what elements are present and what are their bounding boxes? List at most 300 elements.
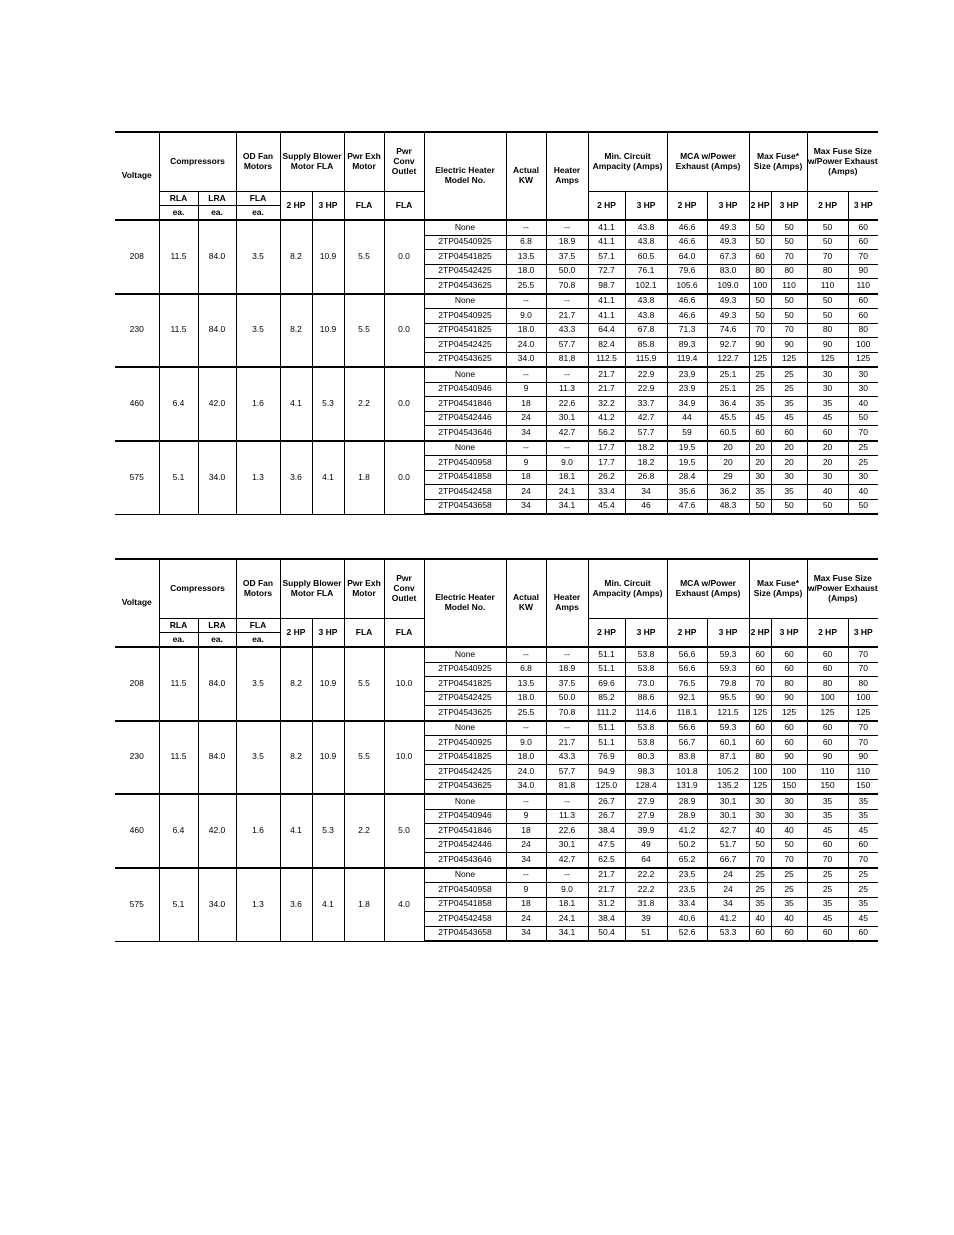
table-cell: 30.1 [546, 411, 588, 426]
electrical-data-table-2 [115, 558, 878, 942]
table-cell: 80 [749, 750, 771, 765]
table-cell: -- [506, 294, 546, 309]
heater-model-cell: None [424, 721, 506, 736]
table-cell: 29 [707, 470, 749, 485]
group-cell: 10.9 [312, 294, 344, 368]
voltage-header: Voltage [115, 559, 159, 647]
table-cell: 36.2 [707, 485, 749, 500]
table-cell: 40 [749, 912, 771, 927]
table-cell: 11.3 [546, 382, 588, 397]
table-cell: 40 [749, 824, 771, 839]
table-cell: 56.6 [667, 647, 707, 662]
table-cell: 60 [848, 838, 878, 853]
table-cell: 81.8 [546, 352, 588, 367]
table-cell: 22.9 [625, 367, 667, 382]
table-cell: 47.5 [588, 838, 625, 853]
table-row [115, 794, 878, 809]
table-cell: 30 [771, 470, 807, 485]
voltage-cell: 460 [115, 367, 159, 441]
table-cell: 20 [807, 456, 848, 471]
table-cell: 43.3 [546, 750, 588, 765]
table-cell: 83.8 [667, 750, 707, 765]
table-cell: 24 [506, 485, 546, 500]
table-cell: 45 [749, 411, 771, 426]
group-cell: 84.0 [198, 721, 236, 795]
table-cell: 70.8 [546, 279, 588, 294]
table-cell: 37.5 [546, 250, 588, 265]
table-header [115, 559, 878, 647]
group-cell: 11.5 [159, 647, 198, 721]
voltage-cell: 208 [115, 220, 159, 294]
table-cell: 125 [771, 352, 807, 367]
table-cell: 53.8 [625, 662, 667, 677]
table-cell: -- [506, 647, 546, 662]
pwr-exh-motor-header: Pwr Exh Motor [344, 132, 384, 192]
heater-model-cell: 2TP04543646 [424, 426, 506, 441]
table-cell: 125 [749, 706, 771, 721]
compressors-header: Compressors [159, 559, 236, 619]
mca-power-header: MCA w/Power Exhaust (Amps) [667, 132, 749, 192]
table-cell: 18.2 [625, 441, 667, 456]
table-cell: 41.1 [588, 309, 625, 324]
table-cell: 43.8 [625, 235, 667, 250]
heater-model-cell: 2TP04540946 [424, 382, 506, 397]
min-circuit-3hp-header: 3 HP [625, 619, 667, 648]
table-cell: 35.6 [667, 485, 707, 500]
table-cell: 39 [625, 912, 667, 927]
table-cell: -- [506, 220, 546, 235]
heater-model-cell: 2TP04540958 [424, 456, 506, 471]
table-cell: 60.5 [625, 250, 667, 265]
table-cell: 59 [667, 426, 707, 441]
heater-model-cell: 2TP04541825 [424, 750, 506, 765]
table-cell: 35 [749, 897, 771, 912]
fla-header: FLA [236, 619, 280, 633]
table-cell: 24 [707, 868, 749, 883]
table-cell: 25 [848, 441, 878, 456]
table-cell: 100 [848, 691, 878, 706]
table-cell: 35 [807, 397, 848, 412]
pwr-exh-fla-header: FLA [344, 192, 384, 221]
table-row [115, 721, 878, 736]
table-cell: 90 [771, 691, 807, 706]
table-cell: 90 [807, 750, 848, 765]
max-fuse-power-header: Max Fuse Size w/Power Exhaust (Amps) [807, 132, 878, 192]
table-cell: 109.0 [707, 279, 749, 294]
table-cell: 59.3 [707, 647, 749, 662]
table-cell: 50 [749, 838, 771, 853]
group-cell: 84.0 [198, 220, 236, 294]
heater-model-cell: 2TP04543658 [424, 926, 506, 941]
table-cell: 43.8 [625, 294, 667, 309]
table-cell: 9 [506, 456, 546, 471]
table-cell: 125 [749, 779, 771, 794]
pwr-conv-outlet-header: Pwr Conv Outlet [384, 132, 424, 192]
table-cell: 34 [506, 853, 546, 868]
table-cell: 131.9 [667, 779, 707, 794]
table-cell: 53.8 [625, 647, 667, 662]
table-cell: 56.7 [667, 736, 707, 751]
table-cell: 21.7 [546, 309, 588, 324]
heater-model-cell: 2TP04540925 [424, 235, 506, 250]
group-cell: 5.1 [159, 441, 198, 515]
table-cell: 50 [771, 838, 807, 853]
table-cell: 18.9 [546, 235, 588, 250]
heater-model-cell: 2TP04541846 [424, 397, 506, 412]
table-cell: 25 [807, 883, 848, 898]
table-cell: 125 [749, 352, 771, 367]
heater-model-cell: 2TP04542458 [424, 912, 506, 927]
table-cell: 35 [749, 397, 771, 412]
table-cell: 22.2 [625, 883, 667, 898]
heater-model-cell: 2TP04542425 [424, 264, 506, 279]
table-cell: 34 [506, 426, 546, 441]
table-cell: 110 [848, 279, 878, 294]
table-cell: 150 [807, 779, 848, 794]
table-cell: 82.4 [588, 338, 625, 353]
table-cell: 59.3 [707, 721, 749, 736]
table-cell: 30 [749, 809, 771, 824]
group-cell: 3.6 [280, 868, 312, 942]
table-cell: 30.1 [707, 809, 749, 824]
table-cell: 25 [848, 456, 878, 471]
table-cell: 41.1 [588, 220, 625, 235]
table-cell: 45 [807, 824, 848, 839]
table-cell: 45.5 [707, 411, 749, 426]
table-cell: 92.7 [707, 338, 749, 353]
group-cell: 5.0 [384, 794, 424, 868]
min-circuit-header: Min. Circuit Ampacity (Amps) [588, 132, 667, 192]
table-cell: 48.3 [707, 499, 749, 514]
table-cell: -- [546, 868, 588, 883]
table-cell: 125 [848, 352, 878, 367]
table-cell: 11.3 [546, 809, 588, 824]
group-cell: 10.0 [384, 647, 424, 721]
table-cell: 27.9 [625, 794, 667, 809]
table-cell: 18 [506, 397, 546, 412]
table-cell: 80.3 [625, 750, 667, 765]
table-cell: 60 [771, 647, 807, 662]
voltage-cell: 575 [115, 441, 159, 515]
table-cell: 41.2 [707, 912, 749, 927]
heater-model-cell: 2TP04543658 [424, 499, 506, 514]
table-cell: 101.8 [667, 765, 707, 780]
max-fuse-3hp-header: 3 HP [771, 619, 807, 648]
table-cell: 85.2 [588, 691, 625, 706]
supply-3hp-header: 3 HP [312, 192, 344, 221]
pwr-conv-outlet-header: Pwr Conv Outlet [384, 559, 424, 619]
electric-heater-header: Electric Heater Model No. [424, 559, 506, 647]
electrical-data-table-1 [115, 131, 878, 515]
table-cell: 26.8 [625, 470, 667, 485]
table-cell: 25 [749, 367, 771, 382]
group-cell: 1.8 [344, 441, 384, 515]
table-cell: 35 [807, 897, 848, 912]
table-cell: 80 [807, 677, 848, 692]
table-cell: 9 [506, 883, 546, 898]
table-cell: 60 [771, 926, 807, 941]
table-cell: 24 [506, 912, 546, 927]
table-cell: 50 [771, 294, 807, 309]
heater-model-cell: None [424, 441, 506, 456]
group-cell: 0.0 [384, 367, 424, 441]
heater-model-cell: 2TP04541858 [424, 897, 506, 912]
table-cell: 90 [807, 338, 848, 353]
table-cell: 30 [848, 470, 878, 485]
table-cell: 70.8 [546, 706, 588, 721]
max-fuse-2hp-header: 2 HP [749, 619, 771, 648]
table-cell: 50 [771, 235, 807, 250]
table-cell: 20 [749, 456, 771, 471]
table-cell: 50 [807, 309, 848, 324]
pwr-exh-fla-header: FLA [344, 619, 384, 648]
table-cell: 90 [848, 264, 878, 279]
table-cell: 70 [848, 647, 878, 662]
table-cell: 56.6 [667, 662, 707, 677]
table-cell: 70 [848, 250, 878, 265]
table-cell: 118.1 [667, 706, 707, 721]
group-cell: 3.5 [236, 721, 280, 795]
group-cell: 1.6 [236, 794, 280, 868]
table-cell: 30 [807, 470, 848, 485]
table-cell: 46.6 [667, 294, 707, 309]
table-cell: 70 [749, 323, 771, 338]
mca-power-header: MCA w/Power Exhaust (Amps) [667, 559, 749, 619]
table-cell: 56.6 [667, 721, 707, 736]
table-header [115, 132, 878, 220]
group-cell: 1.3 [236, 868, 280, 942]
min-circuit-2hp-header: 2 HP [588, 192, 625, 221]
table-cell: 25.1 [707, 382, 749, 397]
table-cell: 25 [749, 883, 771, 898]
table-cell: 60 [807, 926, 848, 941]
table-cell: 27.9 [625, 809, 667, 824]
table-cell: 19.5 [667, 456, 707, 471]
table-cell: 9.0 [546, 883, 588, 898]
table-cell: 110 [771, 279, 807, 294]
group-cell: 5.3 [312, 794, 344, 868]
table-cell: 18 [506, 824, 546, 839]
table-cell: 30 [771, 809, 807, 824]
table-cell: 41.2 [667, 824, 707, 839]
table-cell: 34.0 [506, 352, 546, 367]
od-fan-motors-header: OD Fan Motors [236, 559, 280, 619]
table-cell: 18.0 [506, 691, 546, 706]
pwr-conv-fla-header: FLA [384, 192, 424, 221]
table-cell: 30 [848, 367, 878, 382]
group-cell: 6.4 [159, 367, 198, 441]
table-cell: 53.8 [625, 721, 667, 736]
table-cell: 46.6 [667, 235, 707, 250]
table-cell: 115.9 [625, 352, 667, 367]
table-cell: 21.7 [588, 883, 625, 898]
table-cell: -- [546, 294, 588, 309]
table-cell: 76.9 [588, 750, 625, 765]
table-cell: 28.9 [667, 794, 707, 809]
mca-3hp-header: 3 HP [707, 619, 749, 648]
table-cell: 125 [771, 706, 807, 721]
table-cell: 60 [807, 838, 848, 853]
table-cell: 80 [848, 323, 878, 338]
group-cell: 0.0 [384, 220, 424, 294]
table-cell: 28.4 [667, 470, 707, 485]
table-cell: 50 [807, 499, 848, 514]
table-cell: 38.4 [588, 912, 625, 927]
table-cell: 60 [807, 736, 848, 751]
table-cell: 70 [749, 853, 771, 868]
voltage-cell: 575 [115, 868, 159, 942]
table-cell: 60 [771, 662, 807, 677]
table-cell: 24.1 [546, 485, 588, 500]
table-cell: 51.7 [707, 838, 749, 853]
table-cell: 46 [625, 499, 667, 514]
max-fuse-power-3hp-header: 3 HP [848, 619, 878, 648]
table-cell: 60 [807, 721, 848, 736]
table-cell: 49.3 [707, 309, 749, 324]
heater-model-cell: None [424, 220, 506, 235]
fla-header: FLA [236, 192, 280, 206]
table-cell: 60 [848, 220, 878, 235]
heater-model-cell: 2TP04541825 [424, 677, 506, 692]
table-cell: 95.5 [707, 691, 749, 706]
table-cell: 62.5 [588, 853, 625, 868]
table-cell: 20 [771, 456, 807, 471]
table-cell: 26.2 [588, 470, 625, 485]
table-cell: 51 [625, 926, 667, 941]
heater-model-cell: 2TP04540925 [424, 736, 506, 751]
heater-model-cell: 2TP04542458 [424, 485, 506, 500]
table-cell: 51.1 [588, 736, 625, 751]
table-cell: 39.9 [625, 824, 667, 839]
table-cell: 33.4 [588, 485, 625, 500]
min-circuit-header: Min. Circuit Ampacity (Amps) [588, 559, 667, 619]
heater-model-cell: None [424, 794, 506, 809]
table-cell: 114.6 [625, 706, 667, 721]
lra-header: LRA [198, 619, 236, 633]
table-cell: -- [546, 441, 588, 456]
rla-unit: ea. [159, 633, 198, 648]
table-cell: 60 [807, 426, 848, 441]
table-cell: 25 [848, 883, 878, 898]
group-cell: 2.2 [344, 367, 384, 441]
table-cell: 24.1 [546, 912, 588, 927]
table-cell: 70 [848, 426, 878, 441]
table-cell: 20 [707, 456, 749, 471]
table-cell: 34 [506, 926, 546, 941]
table-cell: 69.6 [588, 677, 625, 692]
table-cell: 49.3 [707, 235, 749, 250]
table-cell: 28.9 [667, 809, 707, 824]
lra-unit: ea. [198, 206, 236, 221]
table-cell: 42.7 [707, 824, 749, 839]
table-cell: 76.1 [625, 264, 667, 279]
heater-model-cell: 2TP04542425 [424, 765, 506, 780]
supply-blower-header: Supply Blower Motor FLA [280, 132, 344, 192]
table-cell: 70 [807, 250, 848, 265]
table-cell: 18.0 [506, 323, 546, 338]
group-cell: 11.5 [159, 220, 198, 294]
heater-model-cell: None [424, 367, 506, 382]
group-cell: 1.3 [236, 441, 280, 515]
table-cell: 112.5 [588, 352, 625, 367]
table-cell: 50 [771, 499, 807, 514]
table-cell: 49.3 [707, 294, 749, 309]
table-cell: 67.3 [707, 250, 749, 265]
table-cell: 36.4 [707, 397, 749, 412]
table-cell: 100 [749, 765, 771, 780]
table-cell: 90 [848, 750, 878, 765]
table-cell: 70 [771, 250, 807, 265]
table-cell: 20 [807, 441, 848, 456]
table-cell: 70 [749, 677, 771, 692]
table-cell: 100 [848, 338, 878, 353]
max-fuse-power-2hp-header: 2 HP [807, 619, 848, 648]
table-cell: 33.7 [625, 397, 667, 412]
table-cell: 125 [807, 706, 848, 721]
table-row [115, 868, 878, 883]
table-cell: 105.2 [707, 765, 749, 780]
table-cell: 53.8 [625, 736, 667, 751]
table-cell: 60 [749, 647, 771, 662]
lra-header: LRA [198, 192, 236, 206]
table-cell: 125 [848, 706, 878, 721]
table-cell: 6.8 [506, 662, 546, 677]
table-cell: 70 [807, 853, 848, 868]
table-cell: 9.0 [506, 309, 546, 324]
table-cell: 20 [707, 441, 749, 456]
group-cell: 5.5 [344, 721, 384, 795]
voltage-cell: 230 [115, 721, 159, 795]
table-cell: 25 [771, 382, 807, 397]
group-cell: 5.1 [159, 868, 198, 942]
table-cell: 60 [807, 662, 848, 677]
table-cell: 89.3 [667, 338, 707, 353]
group-cell: 10.0 [384, 721, 424, 795]
table-cell: 23.5 [667, 883, 707, 898]
table-cell: 64.0 [667, 250, 707, 265]
group-cell: 3.5 [236, 647, 280, 721]
table-cell: 70 [771, 323, 807, 338]
supply-2hp-header: 2 HP [280, 192, 312, 221]
table-cell: 135.2 [707, 779, 749, 794]
table-cell: 21.7 [588, 367, 625, 382]
table-cell: 92.1 [667, 691, 707, 706]
heater-model-cell: None [424, 868, 506, 883]
table-cell: 46.6 [667, 220, 707, 235]
actual-kw-header: Actual KW [506, 559, 546, 647]
table-cell: 45 [848, 912, 878, 927]
table-cell: 34 [506, 499, 546, 514]
table-cell: 50 [749, 294, 771, 309]
table-cell: 42.7 [625, 411, 667, 426]
heater-amps-header: Heater Amps [546, 132, 588, 220]
table-cell: 122.7 [707, 352, 749, 367]
heater-model-cell: 2TP04542446 [424, 838, 506, 853]
table-cell: 110 [807, 765, 848, 780]
table-cell: 50 [749, 499, 771, 514]
table-cell: 60 [848, 294, 878, 309]
group-cell: 3.5 [236, 220, 280, 294]
group-cell: 8.2 [280, 647, 312, 721]
table-cell: 100 [749, 279, 771, 294]
table-cell: 35 [771, 397, 807, 412]
table-cell: 31.8 [625, 897, 667, 912]
table-cell: 35 [771, 897, 807, 912]
table-cell: 21.7 [546, 736, 588, 751]
group-cell: 4.1 [280, 367, 312, 441]
table-cell: 50.2 [667, 838, 707, 853]
table-cell: 9 [506, 809, 546, 824]
